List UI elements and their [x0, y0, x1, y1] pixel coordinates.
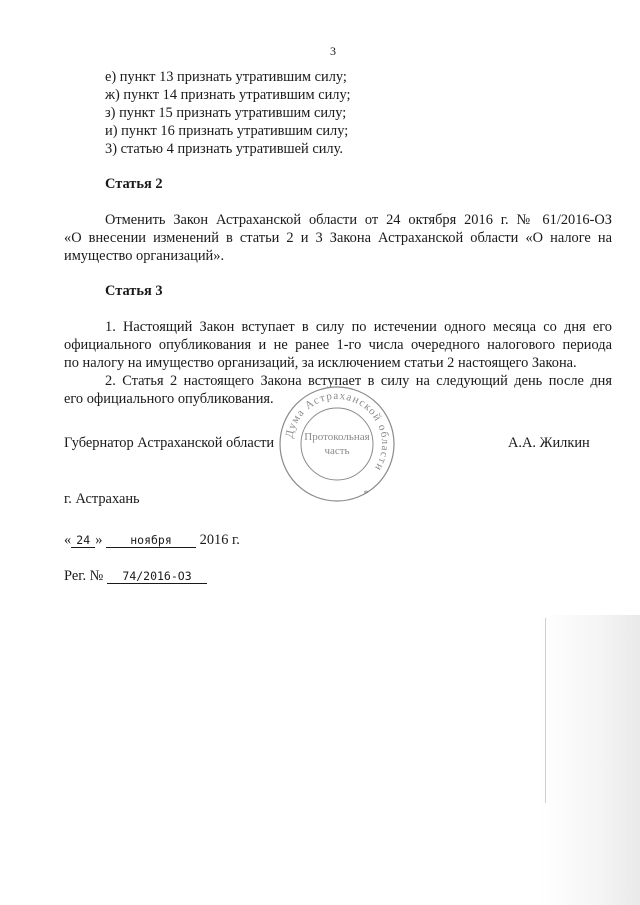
article-3-paragraph-1-line: официального опубликования и не ранее 1-го числа очередного налогового периода [64, 337, 612, 353]
stamp-center-text-1: Протокольная [304, 431, 370, 443]
article-3-paragraph-1-line: по налогу на имущество организаций, за исключением статьи 2 настоящего Закона. [64, 355, 577, 371]
article-2-text-line: «О внесении изменений в статьи 2 и 3 Закона Астраханской области «О налоге на [64, 230, 612, 246]
date-line [64, 531, 240, 549]
article-3-heading: Статья 3 [105, 283, 163, 299]
list-item: 3) статью 4 признать утратившей силу. [105, 141, 343, 157]
signatory-name: А.А. Жилкин [508, 435, 590, 451]
date-year: 2016 г. [199, 532, 240, 548]
article-3-paragraph-2-line: его официального опубликования. [64, 391, 274, 407]
scan-edge-line [545, 618, 546, 803]
list-item: з) пункт 15 признать утратившим силу; [105, 105, 347, 121]
date-month: ноября [106, 533, 196, 548]
article-3-paragraph-2-line: 2. Статья 2 настоящего Закона вступает в силу на следующий день после дня [105, 373, 612, 389]
page-number: 3 [330, 44, 336, 58]
article-3-paragraph-1-line: 1. Настоящий Закон вступает в силу по истечении одного месяца со дня его [105, 319, 612, 335]
stamp-center-text-2: часть [324, 445, 350, 457]
article-2-heading: Статья 2 [105, 176, 163, 192]
list-item: ж) пункт 14 признать утратившим силу; [105, 87, 351, 103]
registration-label: Рег. № [64, 568, 104, 584]
city-line: г. Астрахань [64, 491, 140, 507]
official-seal-stamp [278, 385, 396, 503]
scan-shadow [540, 615, 640, 905]
registration-number: 74/2016-ОЗ [107, 569, 207, 584]
signatory-title: Губернатор Астраханской области [64, 435, 275, 451]
registration-line [64, 567, 207, 585]
date-open-quote: « [64, 532, 72, 548]
stamp-ring-text: Дума Астраханской области [283, 389, 392, 474]
article-2-text-line: Отменить Закон Астраханской области от 24 октября 2016 г. № 61/2016-ОЗ [105, 212, 612, 228]
list-item: и) пункт 16 признать утратившим силу; [105, 123, 349, 139]
list-item: е) пункт 13 признать утратившим силу; [105, 69, 347, 85]
date-close-quote: » [95, 532, 103, 548]
stamp-star: * [363, 489, 369, 500]
article-2-text-line: имущество организаций». [64, 248, 225, 264]
date-day: 24 [71, 533, 95, 548]
